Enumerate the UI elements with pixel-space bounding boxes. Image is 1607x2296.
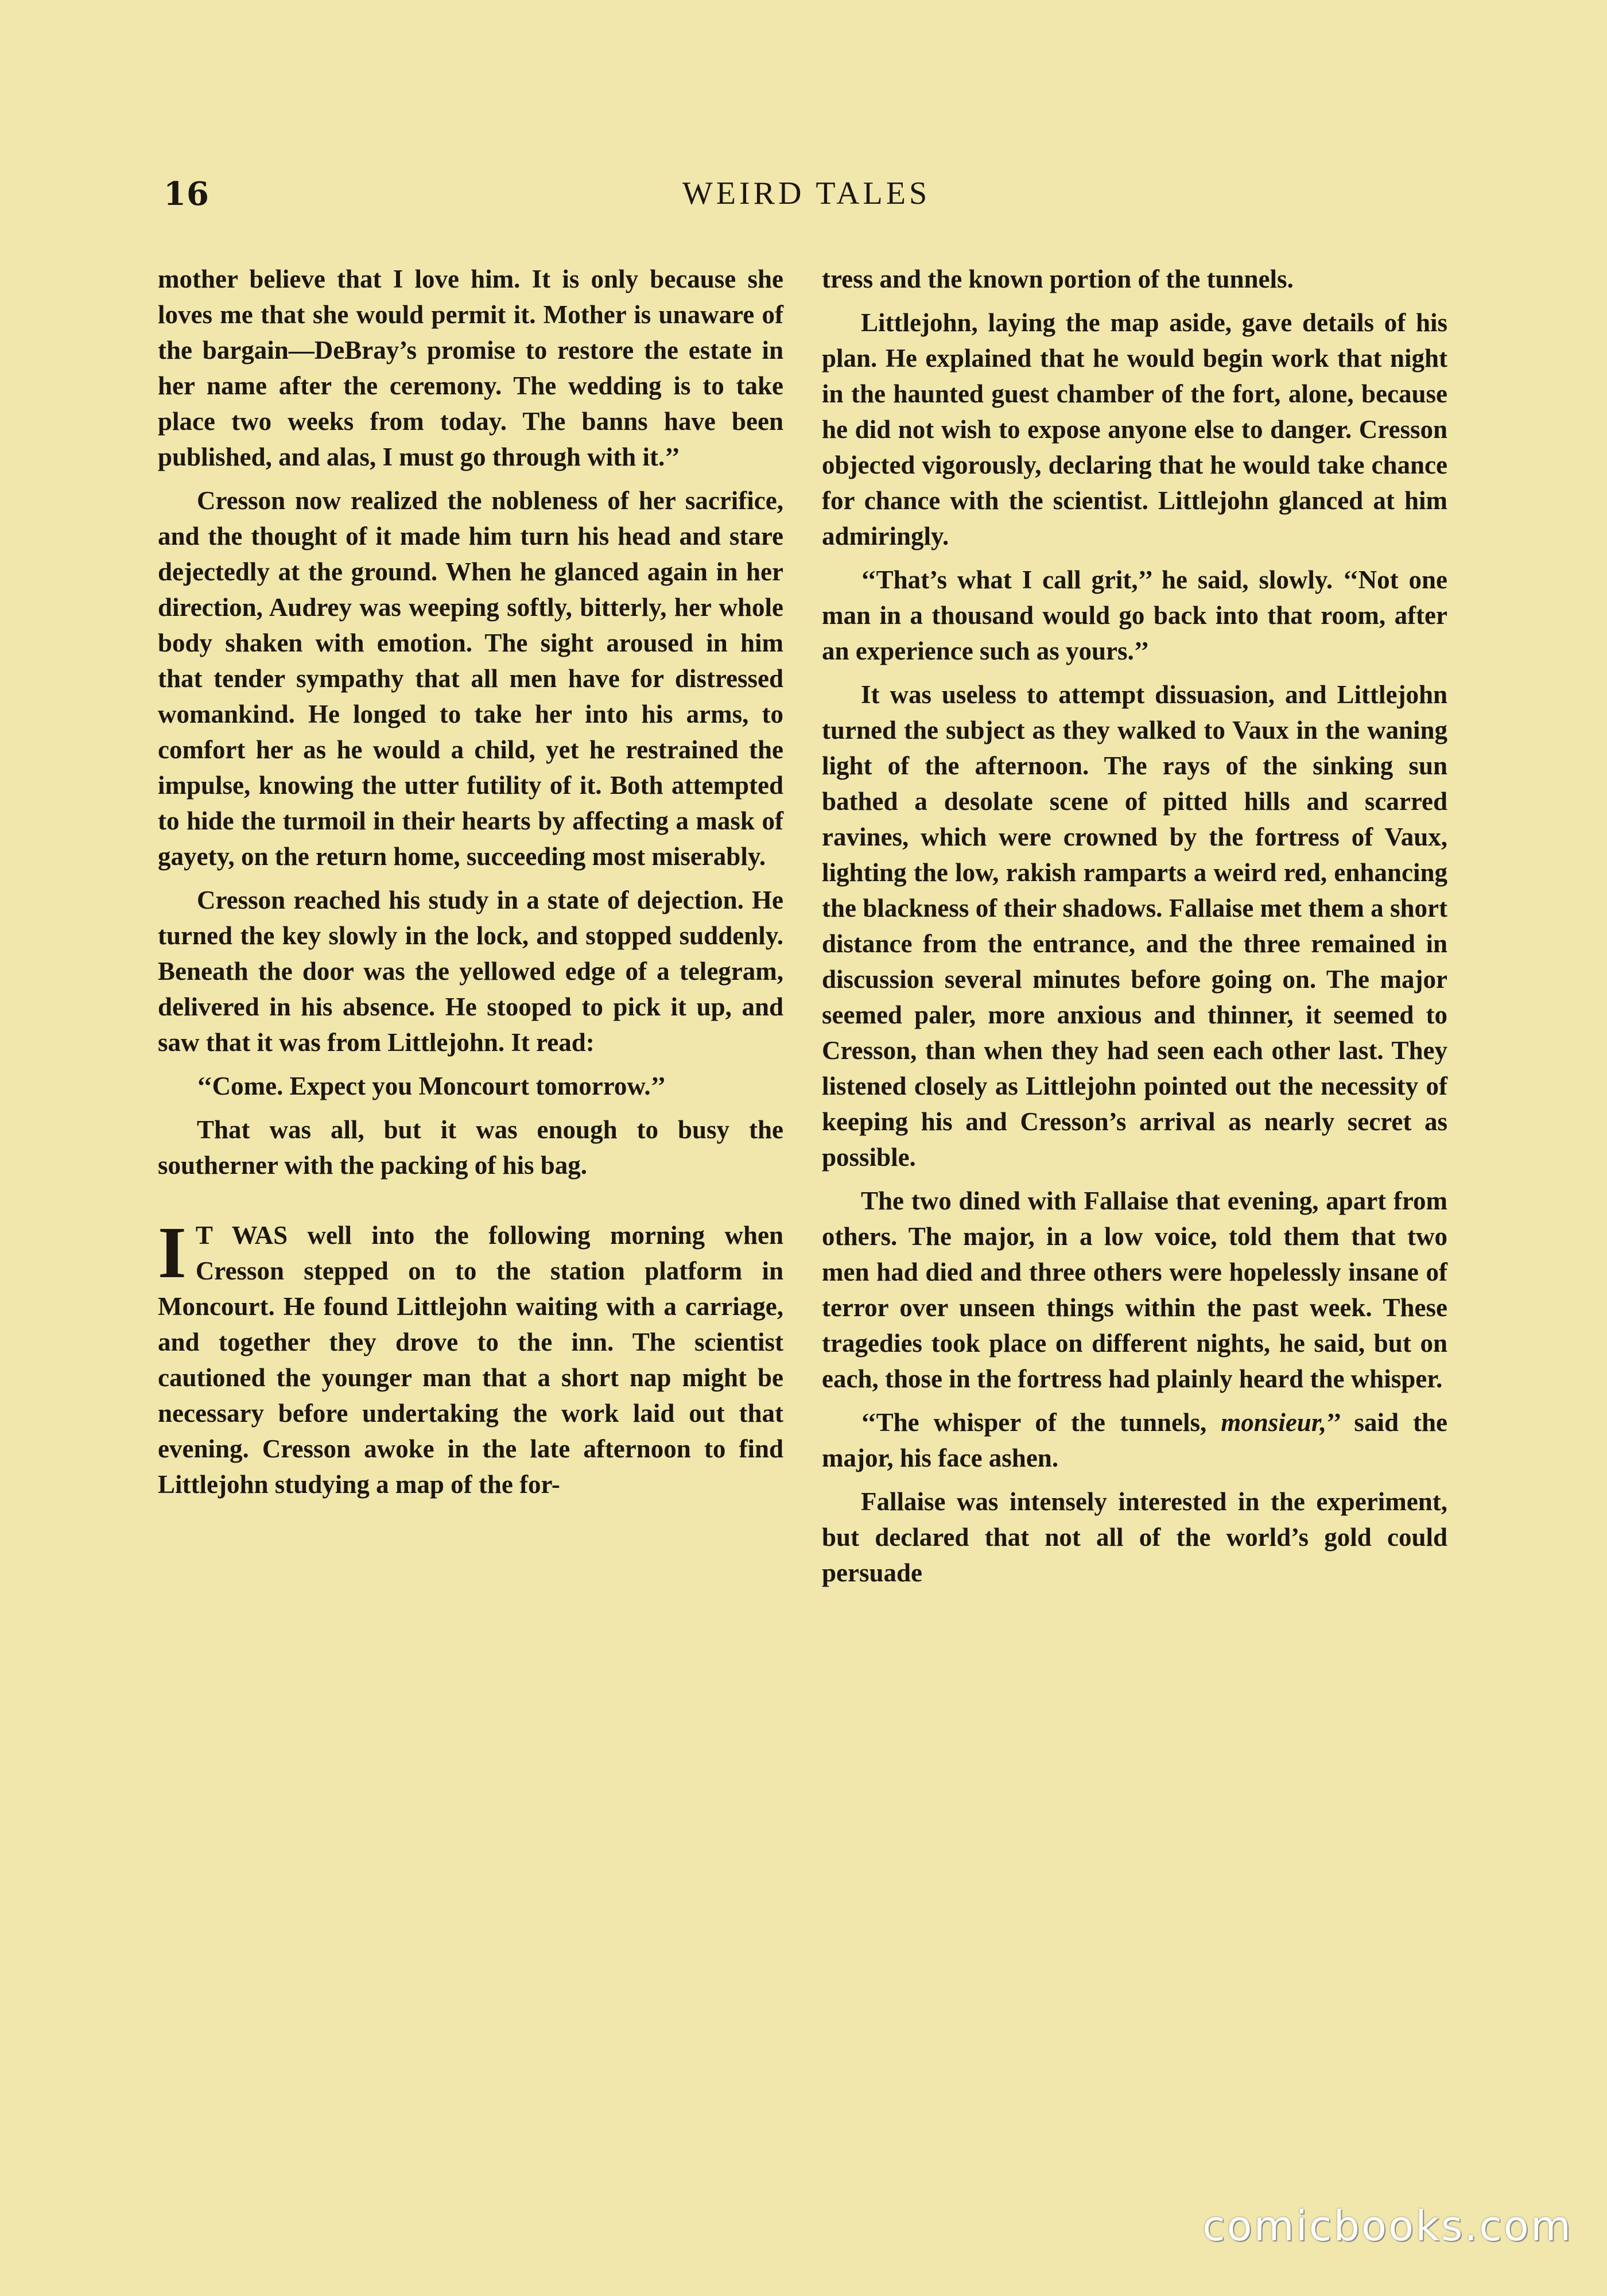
paragraph: It was useless to attempt dissuasion, and Littlejohn turned the subject as they walked to Vaux in the waning light of the afternoon. The rays of the sinking sun bathed a desolate scene of pitted hills and scarred ravines, which were crowned by the fortress of Vaux, lighting the low, rakish ramparts a weird red, enhancing the blackness of their shadows. Fallaise met them a short distance from the entrance, and the three remained in discussion several minutes before going on. The major seemed paler, more anxious and thinner, it seemed to Cresson, than when they had seen each other last. They listened closely as Littlejohn pointed out the necessity of keeping his and Cresson’s arrival as nearly secret as possible. [822, 680, 1447, 1172]
paragraph: tress and the known portion of the tunnels. [822, 265, 1294, 293]
paragraph-text: ‘‘The whisper of the tunnels, [861, 1408, 1221, 1437]
italic-word: monsieur, [1221, 1408, 1327, 1437]
paragraph: mother believe that I love him. It is only because she loves me that she would permit it. Mother is unaware of the bargain—DeBray’s promise to restore the estate in her name after the ceremony. The wedding is to take place two weeks from today. The banns have been published, and alas, I must go through with it.’’ [158, 265, 783, 471]
section-opening-paragraph [158, 1212, 783, 1502]
paragraph: Cresson reached his study in a state of dejection. He turned the key slowly in the lock, and stopped suddenly. Beneath the door was the yellowed edge of a telegram, delivered in his absence. He stooped to pick it up, and saw that it was from Littlejohn. It read: [158, 886, 783, 1057]
left-column [158, 261, 783, 1510]
paragraph: Cresson now realized the nobleness of her sacrifice, and the thought of it made him turn his head and stare dejectedly at the ground. When he glanced again in her direction, Audrey was weeping softly, bitterly, her whole body shaken with emotion. The sight aroused in him that tender sympathy that all men have for distressed womankind. He longed to take her into his arms, to comfort her as he would a child, yet he restrained the impulse, knowing the utter futility of it. Both attempted to hide the turmoil in their hearts by affecting a mask of gayety, on the return home, succeeding most miserably. [158, 486, 783, 871]
page-number: 16 [164, 175, 209, 213]
paragraph [822, 1405, 1447, 1476]
paragraph: ‘‘That’s what I call grit,’’ he said, slowly. ‘‘Not one man in a thousand would go back into that room, after an experience such as yours.’’ [822, 565, 1447, 665]
right-column [822, 261, 1447, 1599]
drop-cap: I [158, 1212, 187, 1293]
paragraph: Fallaise was intensely interested in the experiment, but declared that not all of the world’s gold could persuade [822, 1487, 1447, 1587]
watermark: comicbooks.com [1202, 2202, 1573, 2250]
paragraph: The two dined with Fallaise that evening, apart from others. The major, in a low voice, told them that two men had died and three others were hopelessly insane of terror over unseen things within the past week. These tragedies took place on different nights, he said, but on each, those in the fortress had plainly heard the whisper. [822, 1186, 1447, 1393]
paragraph-text: ’’ said the major, his face ashen. [822, 1408, 1447, 1472]
paragraph: That was all, but it was enough to busy the southerner with the packing of his bag. [158, 1115, 783, 1180]
running-head: WEIRD TALES [682, 176, 931, 211]
paragraph-text: T WAS well into the following morning when Cresson stepped on to the station platform in Moncourt. He found Littlejohn waiting with a carriage, and together they drove to the inn. The scientist cautioned the younger man that a short nap might be necessary before undertaking the work laid out that evening. Cresson awoke in the late afternoon to find Littlejohn studying a map of the for- [158, 1221, 783, 1499]
paragraph: ‘‘Come. Expect you Moncourt tomorrow.’’ [197, 1072, 666, 1100]
paragraph: Littlejohn, laying the map aside, gave details of his plan. He explained that he would begin work that night in the haunted guest chamber of the fort, alone, because he did not wish to expose anyone else to danger. Cresson objected vigorously, declaring that he would take chance for chance with the scientist. Littlejohn glanced at him admiringly. [822, 308, 1447, 550]
page-header [164, 175, 1449, 221]
